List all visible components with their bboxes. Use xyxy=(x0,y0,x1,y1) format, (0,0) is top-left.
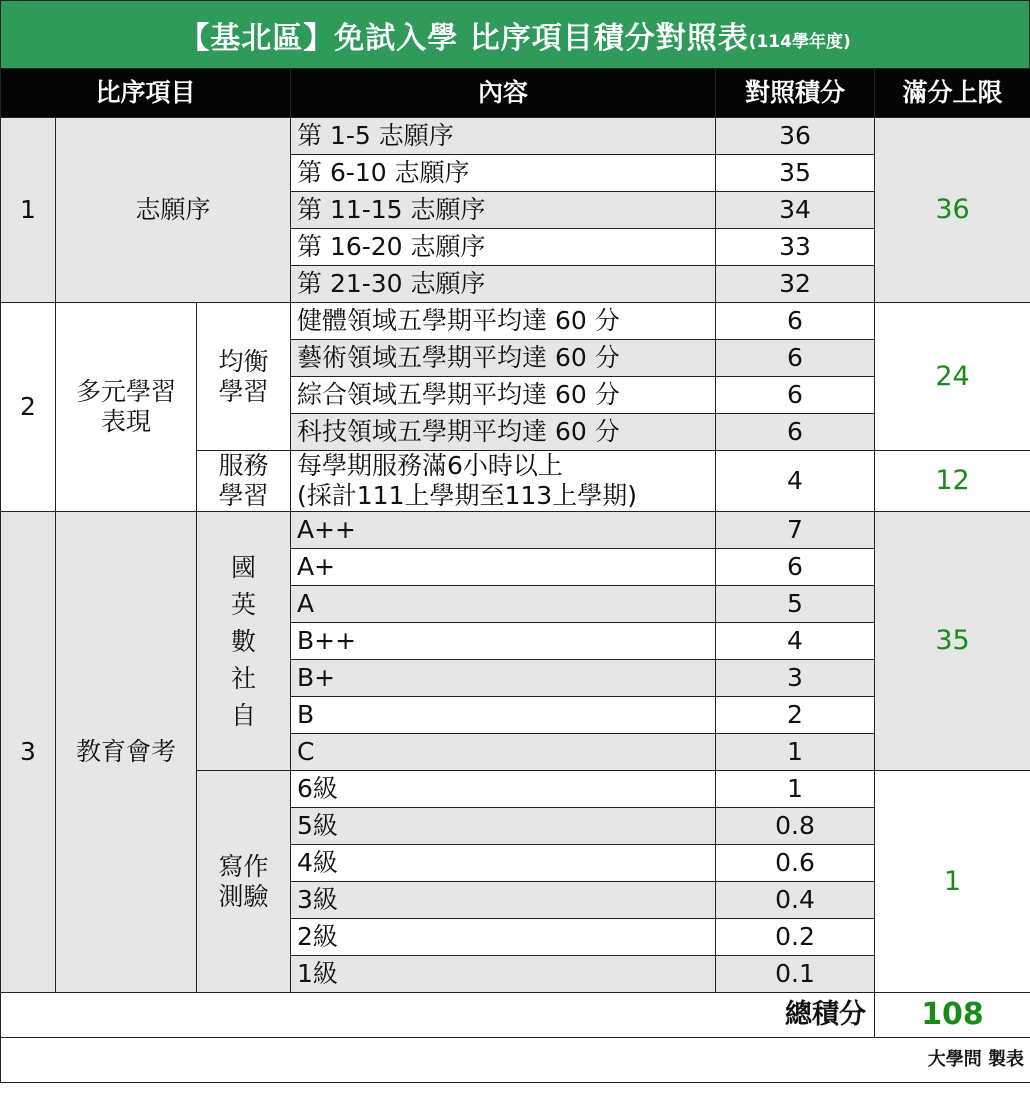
section-name: 教育會考 xyxy=(56,512,197,993)
row-content: 4級 xyxy=(291,845,716,882)
section-name: 志願序 xyxy=(56,118,291,303)
row-content: 5級 xyxy=(291,808,716,845)
section-number: 2 xyxy=(1,303,56,512)
title-main: 【基北區】免試入學 比序項目積分對照表 xyxy=(179,20,749,56)
row-score: 33 xyxy=(716,229,875,266)
row-score: 6 xyxy=(716,549,875,586)
table-row xyxy=(1,512,1030,549)
subject-char: 數 xyxy=(230,626,256,656)
table-row xyxy=(1,303,1030,340)
credit-text: 大學問 製表 xyxy=(1,1038,1030,1083)
header-content: 內容 xyxy=(291,69,716,118)
section-name xyxy=(56,303,197,512)
row-content: 綜合領域五學期平均達 60 分 xyxy=(291,377,716,414)
table-title xyxy=(0,0,1030,68)
subsection-label xyxy=(197,451,291,512)
row-score: 35 xyxy=(716,155,875,192)
row-content: 健體領域五學期平均達 60 分 xyxy=(291,303,716,340)
row-content xyxy=(291,451,716,512)
row-score: 36 xyxy=(716,118,875,155)
row-score: 0.2 xyxy=(716,919,875,956)
subsection-label-line: 寫作 xyxy=(218,851,269,881)
row-content: A++ xyxy=(291,512,716,549)
row-content: 第 21-30 志願序 xyxy=(291,266,716,303)
section-name-line: 表現 xyxy=(100,407,151,436)
row-score: 4 xyxy=(716,451,875,512)
section-name-line: 多元學習 xyxy=(75,377,176,406)
subject-char: 英 xyxy=(230,589,256,619)
row-content-line: 每學期服務滿6小時以上 xyxy=(297,451,563,480)
row-score: 1 xyxy=(716,771,875,808)
subsection-label xyxy=(197,303,291,451)
row-content: C xyxy=(291,734,716,771)
subsection-label-line: 測驗 xyxy=(218,881,269,911)
total-label: 總積分 xyxy=(1,993,875,1038)
subsection-label-line: 服務 xyxy=(218,451,269,480)
row-score: 6 xyxy=(716,303,875,340)
row-content: 第 11-15 志願序 xyxy=(291,192,716,229)
row-score: 2 xyxy=(716,697,875,734)
row-content: 科技領域五學期平均達 60 分 xyxy=(291,414,716,451)
row-score: 0.1 xyxy=(716,956,875,993)
title-sub: (114學年度) xyxy=(748,32,851,52)
score-table xyxy=(0,68,1030,1083)
header-max: 滿分上限 xyxy=(875,69,1030,118)
subsection-label-line: 學習 xyxy=(218,481,269,510)
row-content: 2級 xyxy=(291,919,716,956)
row-content: A xyxy=(291,586,716,623)
row-content: B xyxy=(291,697,716,734)
row-content: 藝術領域五學期平均達 60 分 xyxy=(291,340,716,377)
section-max: 1 xyxy=(875,771,1030,993)
row-score: 7 xyxy=(716,512,875,549)
row-score: 0.8 xyxy=(716,808,875,845)
total-row xyxy=(1,993,1030,1038)
header-row xyxy=(1,69,1030,118)
subsection-label xyxy=(197,512,291,771)
subsection-label xyxy=(197,771,291,993)
row-content: 第 6-10 志願序 xyxy=(291,155,716,192)
subject-char: 社 xyxy=(230,663,256,693)
row-content: 第 16-20 志願序 xyxy=(291,229,716,266)
row-content: 1級 xyxy=(291,956,716,993)
row-score: 32 xyxy=(716,266,875,303)
row-score: 6 xyxy=(716,414,875,451)
row-score: 34 xyxy=(716,192,875,229)
row-score: 4 xyxy=(716,623,875,660)
section-max: 36 xyxy=(875,118,1030,303)
table-row xyxy=(1,118,1030,155)
section-max: 35 xyxy=(875,512,1030,771)
total-value: 108 xyxy=(875,993,1030,1038)
subsection-label-line: 學習 xyxy=(218,376,269,406)
section-number: 3 xyxy=(1,512,56,993)
section-max: 12 xyxy=(875,451,1030,512)
row-score: 3 xyxy=(716,660,875,697)
row-content: B++ xyxy=(291,623,716,660)
row-content-line: (採計111上學期至113上學期) xyxy=(297,481,637,510)
subject-char: 國 xyxy=(230,552,256,582)
subsection-label-line: 均衡 xyxy=(218,346,269,376)
row-score: 0.4 xyxy=(716,882,875,919)
row-score: 1 xyxy=(716,734,875,771)
section-number: 1 xyxy=(1,118,56,303)
section-max: 24 xyxy=(875,303,1030,451)
row-score: 5 xyxy=(716,586,875,623)
header-item: 比序項目 xyxy=(1,69,291,118)
row-content: 第 1-5 志願序 xyxy=(291,118,716,155)
subject-char: 自 xyxy=(230,700,256,730)
row-content: B+ xyxy=(291,660,716,697)
footer-row xyxy=(1,1038,1030,1083)
row-score: 6 xyxy=(716,340,875,377)
row-content: A+ xyxy=(291,549,716,586)
header-score: 對照積分 xyxy=(716,69,875,118)
row-content: 6級 xyxy=(291,771,716,808)
row-content: 3級 xyxy=(291,882,716,919)
row-score: 0.6 xyxy=(716,845,875,882)
row-score: 6 xyxy=(716,377,875,414)
